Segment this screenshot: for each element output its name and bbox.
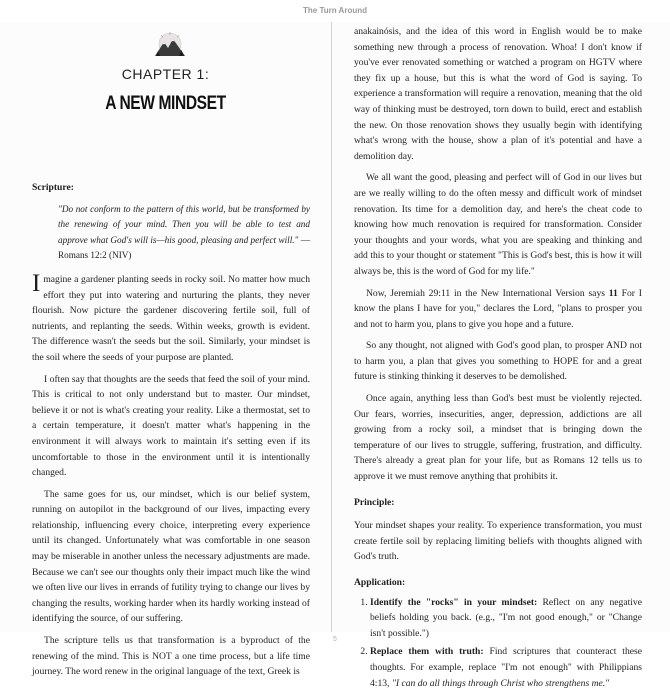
scripture-quote <box>58 202 310 264</box>
list-item <box>370 595 642 642</box>
demolition-paragraph: We all want the good, pleasing and perfect will of God in our lives but are we really willing to do the often messy and difficult work of mindset renovation. Its time for a demolition day, and here's the cheat code to knowing how much renovation is required for transformation. Consider your thoughts and your words, what you are speaking and thinking and add this to your thought or statement "This is God's best, this is how it will always be, this is the word of God for my life." <box>354 172 642 277</box>
left-page <box>0 22 332 678</box>
jeremiah-text-b: For I know the plans I have for you," declares the Lord, "plans to prosper you and not to harm you, plans to give you hope and a future. <box>354 287 642 330</box>
thoughts-paragraph: I often say that thoughts are the seeds that feed the soil of your mind. This is critical to not only understand but to master. Our mindset, believe it or not is what's creating your reality. Like a thermostat, set to a certain temperature, it doesn't matter what's happening in the environment it will always work to maintain it's setting even if its uncomfortable to those in the environment until it is intentionally changed. <box>32 373 310 479</box>
running-title: The Turn Around <box>303 6 367 15</box>
principle-text: Your mindset shapes your reality. To experience transformation, you must create fertile soil by replacing limiting beliefs with thoughts aligned with God's truth. <box>354 520 642 563</box>
scripture-heading: Scripture: <box>32 182 74 193</box>
renewal-paragraph: The scripture tells us that transformation is a byproduct of the renewing of the mind. This is NOT a one time process, but a life time journey. The word renew in the original language of the text, Greek is <box>32 635 310 678</box>
application-item-text: Find scriptures that counteract these thoughts. For example, replace "I'm not enough" with Philippians 4:13, <box>370 646 642 689</box>
verse-number: 11 <box>608 287 618 299</box>
application-item-label: Identify the "rocks" in your mindset: <box>370 596 538 608</box>
application-heading: Application: <box>354 577 406 588</box>
drop-cap: I <box>32 269 41 297</box>
scripture-quote-text: "Do not conform to the pattern of this world, but be transformed by the renewing of your mind. Then you will be able to test and approve what God's will is—his good, pleasing and perfect will." <box>58 203 310 245</box>
right-body-text <box>354 24 642 694</box>
philippians-quote: "I can do all things through Christ who strengthens me." <box>391 677 610 689</box>
jeremiah-paragraph <box>354 286 642 333</box>
right-page <box>332 22 670 689</box>
mountain-sunrise-icon <box>153 32 187 58</box>
stinking-thinking-paragraph: So any thought, not aligned with God's good plan, to prosper AND not to harm you, a plan that gives you something to HOPE for and a great future is stinking thinking it deserves to be demolished. <box>354 340 642 383</box>
chapter-number: CHAPTER 1: <box>121 66 210 82</box>
reject-paragraph: Once again, anything less than God's best must be violently rejected. Our fears, worries, insecurities, anger, depression, addictions are all growing from a rocky soil, a mindset that is bringing down the temperature of our lives to struggle, suffering, frustration, and difficulty. There's already a great plan for your life, but as Romans 12 tells us to approve it we must remove anything that prohibits it. <box>354 393 642 483</box>
renovation-paragraph: anakainósis, and the idea of this word in English would be to make something new through a process of renovation. Whoa! I don't know if you've ever renovated something or watched a program on HGTV where they fix up a house, but this is what the word of God is saying. To experience a transformation will require a renovation, meaning that the old way of thinking must be destroyed, torn down to build, erect and establish the new. On those renovation shows they usually begin with identifying what's wrong with the house, show a plan of it's potential and have a demolition day. <box>354 26 642 162</box>
scripture-reference: — Romans 12:2 (NIV) <box>58 234 311 261</box>
page-number: 5 <box>333 636 337 643</box>
application-item-text: Reflect on any negative beliefs holding you back. (e.g., "I'm not good enough," or "Change isn't possible.") <box>370 596 642 639</box>
intro-paragraph <box>32 269 310 366</box>
list-item <box>370 644 642 691</box>
chapter-title: A NEW MINDSET <box>105 93 226 114</box>
jeremiah-text-a: Now, Jeremiah 29:11 in the New International Version says <box>366 287 609 299</box>
intro-paragraph-text: magine a gardener planting seeds in rocky soil. No matter how much effort they put into watering and nurturing the plants, they never flourish. Now picture the gardener discovering fertile soil, full of nutrients, and replanting the seeds. Within weeks, growth is evident. The difference wasn't the seeds but the soil. Similarly, your mindset is the soil where the seeds of your purpose are planted. <box>32 273 310 363</box>
autopilot-paragraph: The same goes for us, our mindset, which is our belief system, running on autopilot in the background of our lives, impacting every relationship, influencing every choice, interpreting every experience until its changed. Unfortunately what was comfortable in one season may be miserable in another unless the necessary adjustments are made. Because we can't see our thoughts only their impact much like the wind we often live our lives in errands of futility trying to change our lives by changing the results, working harder when its hardly working instead of identifying the source, of our suffering. <box>32 488 310 625</box>
principle-heading: Principle: <box>354 496 395 508</box>
left-body-text <box>32 180 310 680</box>
application-item-label: Replace them with truth: <box>370 646 484 658</box>
